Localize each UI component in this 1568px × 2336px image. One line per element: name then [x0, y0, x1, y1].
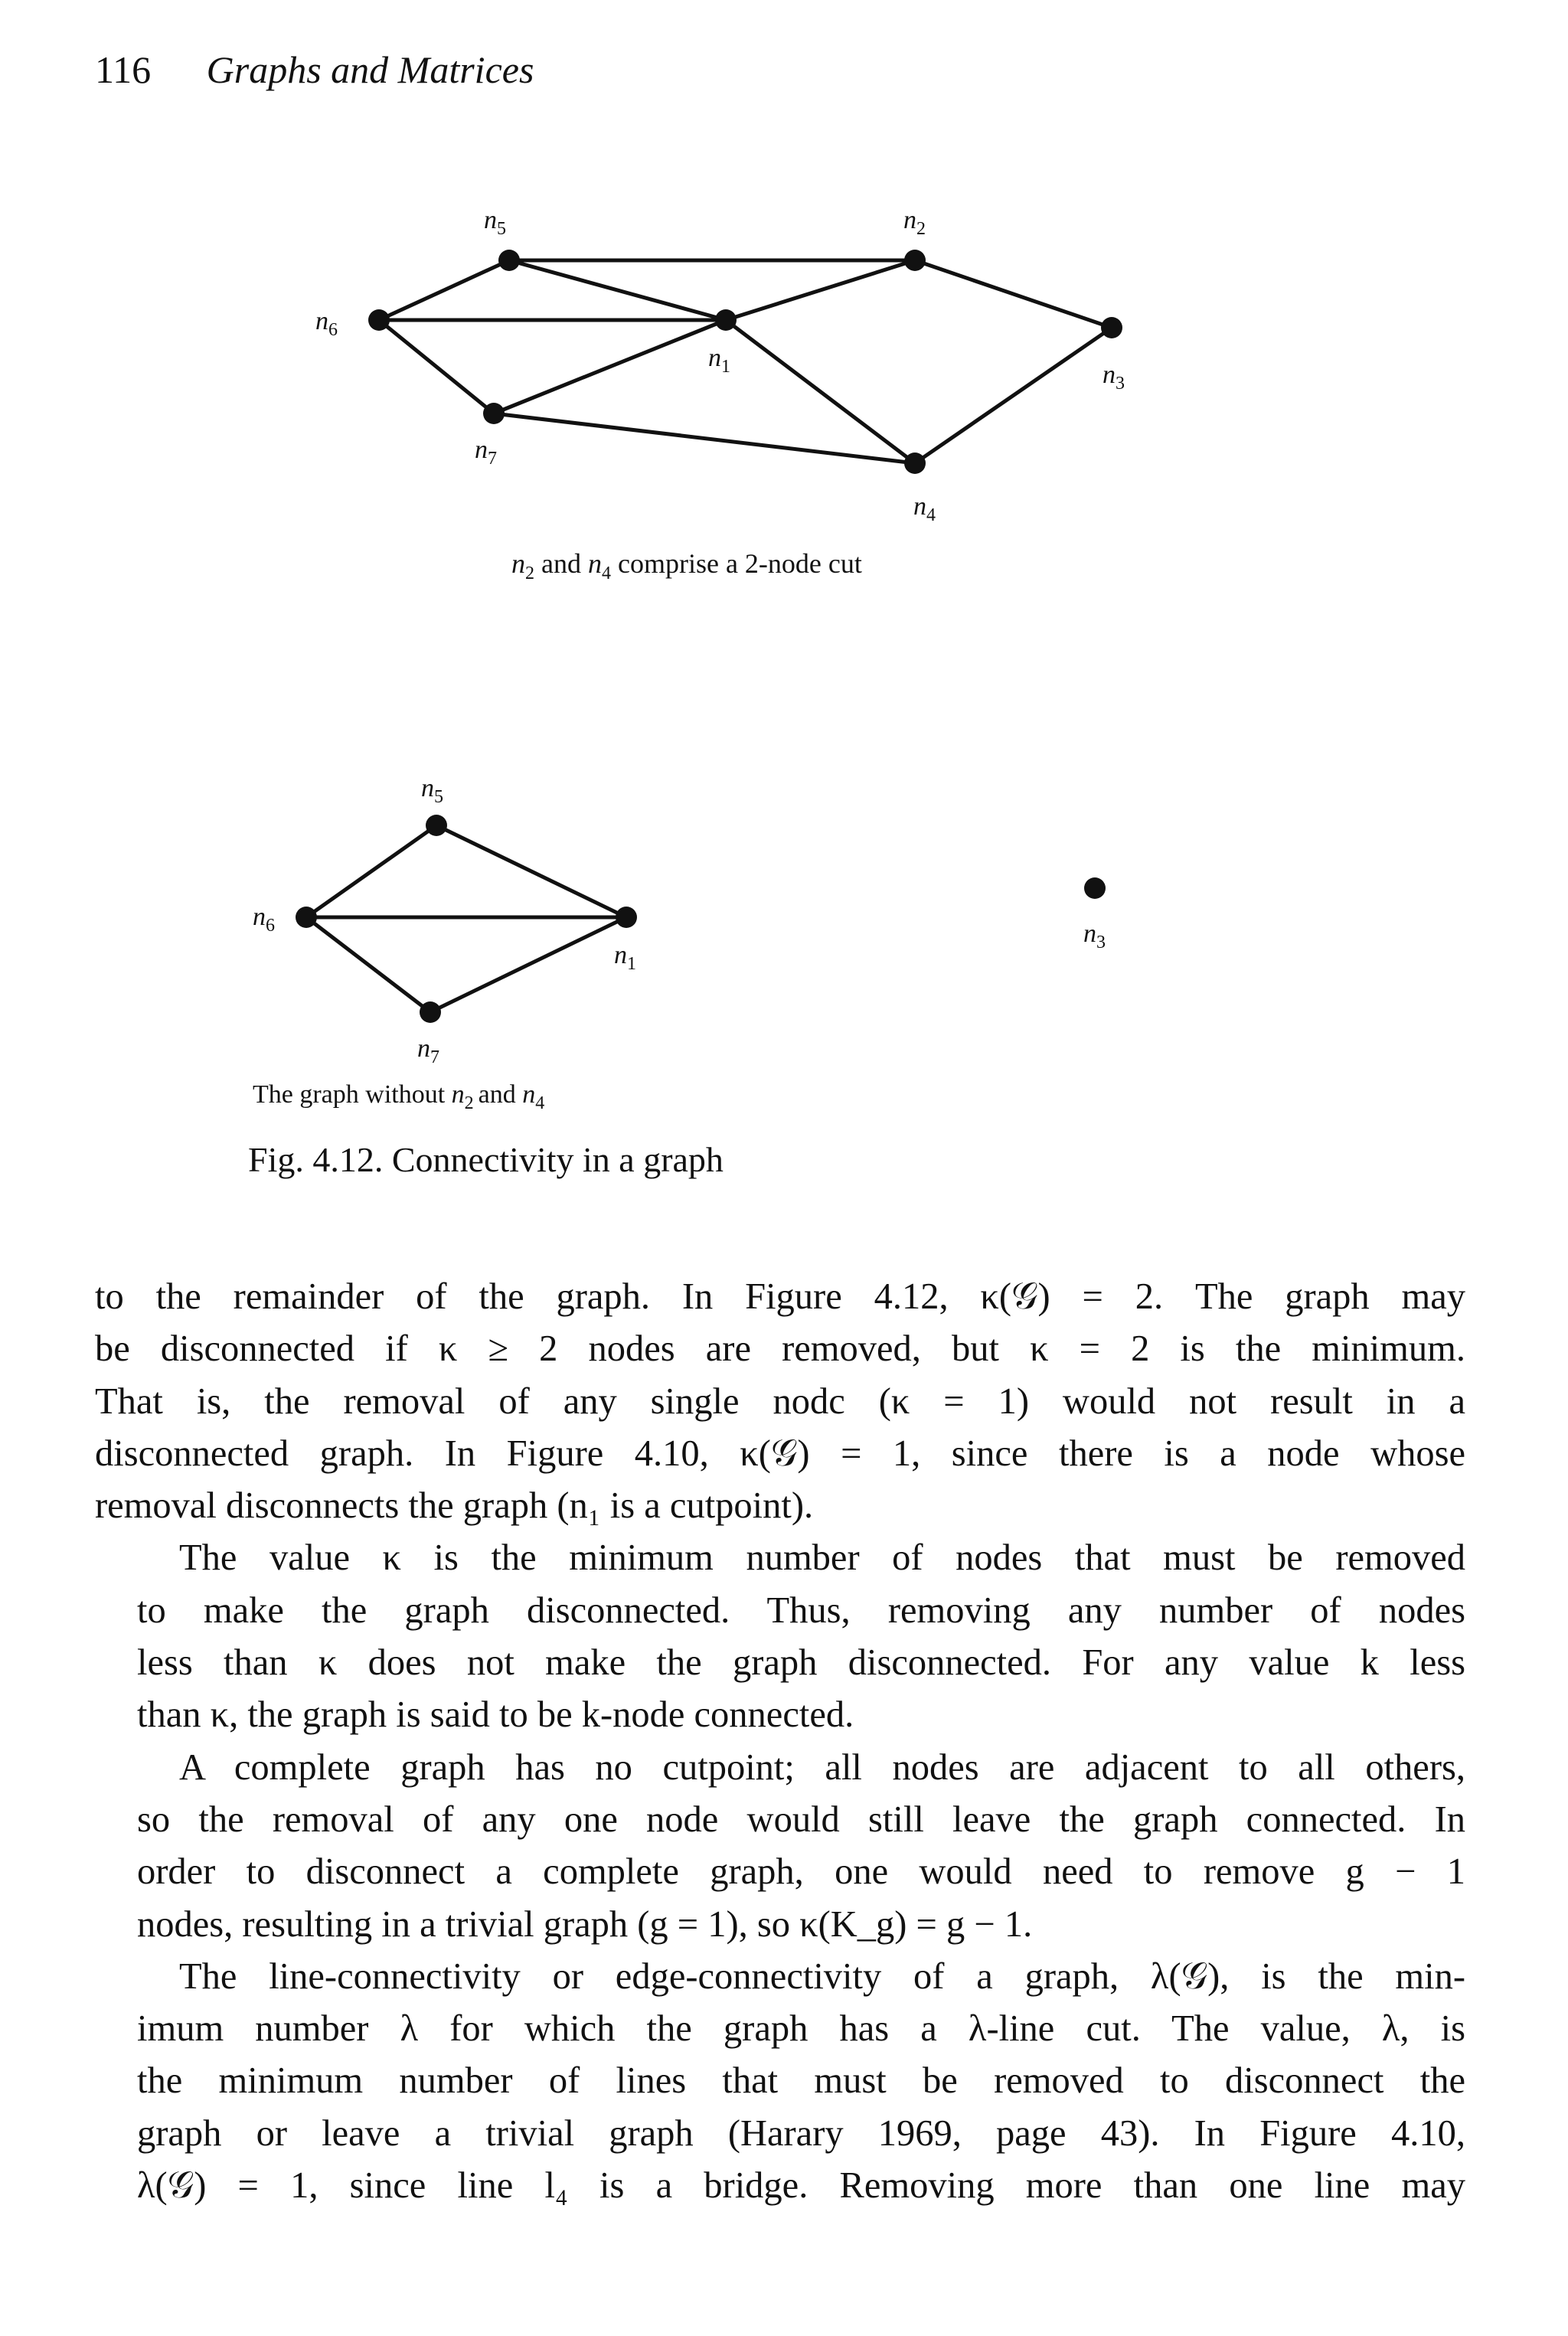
text-line: graph or leave a trivial graph (Harary 1969, page 43). In Figure 4.10, — [137, 2112, 1465, 2154]
graph-edge-n7-n1 — [494, 320, 726, 413]
bottom-graph-caption: The graph without $n_2$ and $n_4$ — [253, 1080, 545, 1113]
node-label-n6: $n_6$ — [253, 903, 275, 936]
text-line: so the removal of any one node would still leave the graph connected. In — [137, 1799, 1465, 1840]
text-line: than κ, the graph is said to be k-node connected. — [137, 1694, 854, 1736]
graph-edge-n7-n1 — [430, 917, 626, 1012]
node-label-n5: $n_5$ — [484, 206, 506, 239]
text-line: be disconnected if κ ≥ 2 nodes are removed, but κ = 2 is the minimum. — [95, 1328, 1465, 1370]
figure-caption: Fig. 4.12. Connectivity in a graph — [248, 1140, 724, 1179]
text-line: order to disconnect a complete graph, one would need to remove g − 1 — [137, 1851, 1465, 1893]
graph-node-n5 — [426, 815, 447, 836]
graph-edge-n7-n4 — [494, 413, 915, 463]
graph-node-n1 — [616, 907, 637, 928]
paragraph-2 — [95, 1532, 1465, 1741]
text-line: to make the graph disconnected. Thus, removing any number of nodes — [137, 1589, 1465, 1631]
top-graph — [315, 206, 1125, 525]
graph-edge-n5-n1 — [509, 260, 726, 320]
body-text — [95, 1271, 1465, 2212]
node-label-n7: $n_7$ — [417, 1034, 439, 1067]
graph-node-n3 — [1101, 317, 1122, 338]
text-line: removal disconnects the graph (n₁ is a cutpoint). — [95, 1485, 814, 1527]
graph-edge-n5-n6 — [379, 260, 509, 320]
text-line: to the remainder of the graph. In Figure 4.12, κ(𝒢) = 2. The graph may — [95, 1276, 1465, 1317]
node-label-n3: $n_3$ — [1083, 920, 1106, 952]
text-line: That is, the removal of any single nodc (κ = 1) would not result in a — [95, 1380, 1465, 1422]
graph-node-n2 — [904, 250, 926, 271]
node-label-n1: $n_1$ — [614, 941, 636, 974]
node-label-n5: $n_5$ — [421, 774, 443, 807]
text-line: The value κ is the minimum number of nodes that must be removed — [179, 1537, 1465, 1579]
text-line: imum number λ for which the graph has a λ-line cut. The value, λ, is — [137, 2008, 1465, 2050]
text-line: nodes, resulting in a trivial graph (g = 1), so κ(K_g) = g − 1. — [137, 1903, 1033, 1945]
top-graph-caption: $n_2$ and $n_4$ comprise a 2-node cut — [511, 548, 862, 583]
graph-edge-n5-n6 — [306, 825, 436, 917]
graph-edge-n1-n2 — [726, 260, 915, 320]
graph-edge-n6-n7 — [306, 917, 430, 1012]
page-number: 116 — [95, 48, 152, 91]
graph-edge-n3-n4 — [915, 328, 1112, 463]
node-label-n6: $n_6$ — [315, 307, 338, 340]
text-line: less than κ does not make the graph disconnected. For any value k less — [137, 1642, 1465, 1684]
text-line: A complete graph has no cutpoint; all nodes are adjacent to all others, — [179, 1746, 1465, 1788]
bottom-graph — [253, 774, 1106, 1067]
graph-edge-n6-n7 — [379, 320, 494, 413]
graph-node-n4 — [904, 452, 926, 474]
paragraph-1 — [95, 1271, 1465, 1532]
text-line: The line-connectivity or edge-connectivity of a graph, λ(𝒢), is the min- — [179, 1955, 1465, 1997]
graph-node-n7 — [483, 403, 505, 424]
graph-node-n7 — [420, 1001, 441, 1023]
graph-node-n5 — [498, 250, 520, 271]
graph-edge-n1-n4 — [726, 320, 915, 463]
node-label-n7: $n_7$ — [475, 436, 497, 469]
node-label-n1: $n_1$ — [708, 344, 730, 377]
node-label-n3: $n_3$ — [1102, 361, 1125, 394]
graph-edge-n5-n1 — [436, 825, 626, 917]
text-line: disconnected graph. In Figure 4.10, κ(𝒢) = 1, since there is a node whose — [95, 1433, 1465, 1474]
graph-edge-n2-n3 — [915, 260, 1112, 328]
paragraph-3 — [95, 1742, 1465, 1951]
text-line: λ(𝒢) = 1, since line l₄ is a bridge. Removing more than one line may — [137, 2165, 1465, 2207]
running-title: Graphs and Matrices — [206, 48, 534, 91]
graph-node-n1 — [715, 309, 737, 331]
graph-node-n6 — [368, 309, 390, 331]
paragraph-4 — [95, 1951, 1465, 2212]
graph-node-n6 — [296, 907, 317, 928]
graph-node-n3 — [1084, 877, 1106, 899]
node-label-n4: $n_4$ — [913, 492, 936, 525]
node-label-n2: $n_2$ — [903, 206, 926, 239]
text-line: the minimum number of lines that must be removed to disconnect the — [137, 2060, 1465, 2102]
